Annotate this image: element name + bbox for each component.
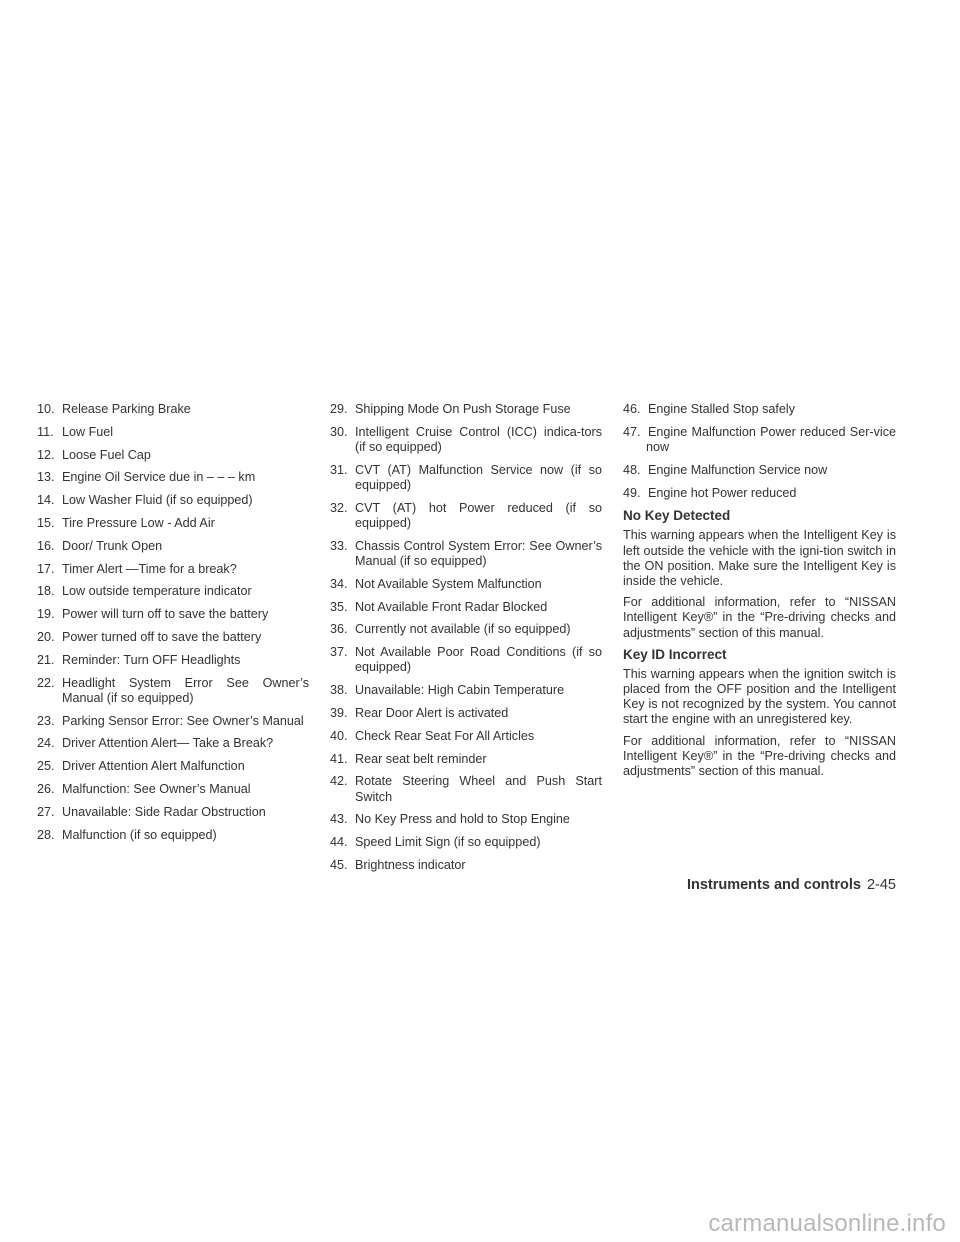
item-text: Not Available Poor Road Conditions (if so equipped) [355,645,602,675]
item-text: Engine Malfunction Service now [648,462,828,477]
warning-list-item [37,562,309,577]
warning-list-item [37,714,309,729]
item-text: Low Fuel [62,424,114,439]
warning-list-item [37,782,309,797]
item-text: Low outside temperature indicator [62,584,252,599]
item-number: 17. [37,561,55,576]
watermark-logo: carmanualsonline.info [708,1210,946,1237]
warning-list-item [330,425,602,455]
item-text: Engine Stalled Stop safely [648,402,796,416]
page-footer [687,877,896,893]
item-text: Low Washer Fluid (if so equipped) [62,493,253,508]
column-3 [623,402,896,785]
warning-list-item [37,805,309,820]
warning-list-item [37,493,309,508]
warning-list-item [330,622,602,637]
item-text: Power turned off to save the battery [62,629,262,644]
item-number: 26. [37,781,55,796]
warning-list-item [623,486,896,501]
warning-list-item [330,706,602,721]
warning-list-item [37,653,309,668]
item-number: 41. [330,751,348,766]
item-text: No Key Press and hold to Stop Engine [355,812,570,827]
warning-list-item [330,729,602,744]
item-number: 28. [37,827,55,842]
item-text: Power will turn off to save the battery [62,607,269,622]
item-text: Engine hot Power reduced [648,485,797,500]
item-number: 22. [37,675,55,690]
item-text: Headlight System Error See Owner’s Manual (if so equipped) [62,675,309,705]
warning-list-item [330,812,602,827]
item-number: 38. [330,683,348,698]
item-number: 49. [623,485,641,500]
item-text: Speed Limit Sign (if so equipped) [355,835,541,850]
item-number: 44. [330,835,348,850]
item-number: 21. [37,652,55,667]
section-heading-no-key-detected: No Key Detected [623,508,731,524]
warning-list-item [330,577,602,592]
warning-list-item [37,425,309,440]
item-text: Engine Oil Service due in – – – km [62,470,256,485]
item-number: 30. [330,424,348,439]
item-text: Malfunction (if so equipped) [62,827,217,842]
item-number: 19. [37,607,55,622]
item-text: Unavailable: Side Radar Obstruction [62,804,266,819]
warning-list-item [330,600,602,615]
warning-list-item [330,858,602,873]
warning-list-item [37,402,309,417]
item-number: 25. [37,759,55,774]
item-number: 27. [37,804,55,819]
warning-list-column-1 [37,402,309,850]
warning-list-item [37,516,309,531]
item-text: Tire Pressure Low - Add Air [62,515,215,530]
warning-list-item [330,683,602,698]
item-text: Malfunction: See Owner’s Manual [62,781,251,796]
item-text: Check Rear Seat For All Articles [355,728,535,743]
item-number: 43. [330,812,348,827]
item-text: Unavailable: High Cabin Temperature [355,683,565,698]
item-number: 39. [330,705,348,720]
item-text: Currently not available (if so equipped) [355,622,571,637]
item-number: 23. [37,713,55,728]
item-text: Reminder: Turn OFF Headlights [62,652,241,667]
warning-list-item [37,759,309,774]
warning-list-item [37,470,309,485]
item-text: CVT (AT) Malfunction Service now (if so equipped) [355,462,602,492]
item-text: Release Parking Brake [62,402,191,416]
item-text: Rotate Steering Wheel and Push Start Switch [355,774,602,804]
footer-section-title: Instruments and controls [686,877,861,893]
item-number: 31. [330,462,348,477]
warning-list-item [330,645,602,675]
item-text: Driver Attention Alert Malfunction [62,759,245,774]
warning-list-item [330,752,602,767]
warning-list-item [330,402,602,417]
warning-list-column-2 [330,402,602,881]
item-number: 13. [37,470,55,485]
item-text: Parking Sensor Error: See Owner’s Manual [62,713,304,728]
warning-list-item [37,676,309,706]
item-number: 12. [37,447,55,462]
warning-list-item [37,630,309,645]
item-text: Intelligent Cruise Control (ICC) indica-tors (if so equipped) [355,424,602,454]
item-number: 47. [623,424,641,439]
item-number: 14. [37,493,55,508]
item-text: CVT (AT) hot Power reduced (if so equipped) [355,500,602,530]
item-number: 20. [37,629,55,644]
item-number: 18. [37,584,55,599]
no-key-detected-reference: For additional information, refer to “NISSAN Intelligent Key®” in the “Pre-driving checks and adjustments” section of this manual. [623,595,896,640]
warning-list-item [37,607,309,622]
item-number: 15. [37,515,55,530]
item-number: 36. [330,622,348,637]
no-key-detected-description: This warning appears when the Intelligent Key is left outside the vehicle with the igni-tion switch in the ON position. Make sure the Intelligent Key is inside the vehicle. [623,528,896,588]
item-text: Loose Fuel Cap [62,447,151,462]
warning-list-item [623,425,896,455]
warning-list-item [623,402,896,417]
warning-list-item [330,835,602,850]
item-number: 24. [37,736,55,751]
item-number: 34. [330,576,348,591]
item-number: 45. [330,857,348,872]
item-text: Rear seat belt reminder [355,751,487,766]
item-number: 11. [37,424,54,439]
item-text: Chassis Control System Error: See Owner’s Manual (if so equipped) [355,538,602,568]
item-text: Brightness indicator [355,857,466,872]
warning-list-item [623,463,896,478]
item-number: 35. [330,599,348,614]
item-number: 33. [330,538,348,553]
warning-list-item [330,539,602,569]
item-number: 37. [330,645,348,660]
warning-list-item [330,774,602,804]
item-number: 42. [330,774,348,789]
warning-list-item [37,584,309,599]
item-number: 40. [330,728,348,743]
item-text: Driver Attention Alert— Take a Break? [62,736,274,751]
item-number: 10. [37,402,55,416]
item-number: 48. [623,462,641,477]
item-text: Timer Alert —Time for a break? [62,561,237,576]
page-number: 2-45 [866,877,896,893]
warning-list-item [37,448,309,463]
item-number: 29. [330,402,348,416]
section-heading-key-id-incorrect: Key ID Incorrect [623,646,727,662]
item-text: Shipping Mode On Push Storage Fuse [355,402,571,416]
item-text: Not Available Front Radar Blocked [355,599,548,614]
item-text: Rear Door Alert is activated [355,705,509,720]
key-id-incorrect-description: This warning appears when the ignition switch is placed from the OFF position and the Intelligent Key is not recognized by the system. You cannot start the engine with an unregistered key. [623,666,896,727]
warning-list-item [37,539,309,554]
key-id-incorrect-reference: For additional information, refer to “NISSAN Intelligent Key®” in the “Pre-driving checks and adjustments” section of this manual. [623,733,896,779]
item-text: Door/ Trunk Open [62,538,163,553]
warning-list-item [37,736,309,751]
warning-list-item [330,463,602,493]
item-number: 32. [330,500,348,515]
item-number: 16. [37,538,55,553]
item-number: 46. [623,402,641,416]
warning-list-item [37,828,309,843]
item-text: Not Available System Malfunction [355,576,542,591]
item-text: Engine Malfunction Power reduced Ser-vice now [646,424,896,454]
warning-list-item [330,501,602,531]
